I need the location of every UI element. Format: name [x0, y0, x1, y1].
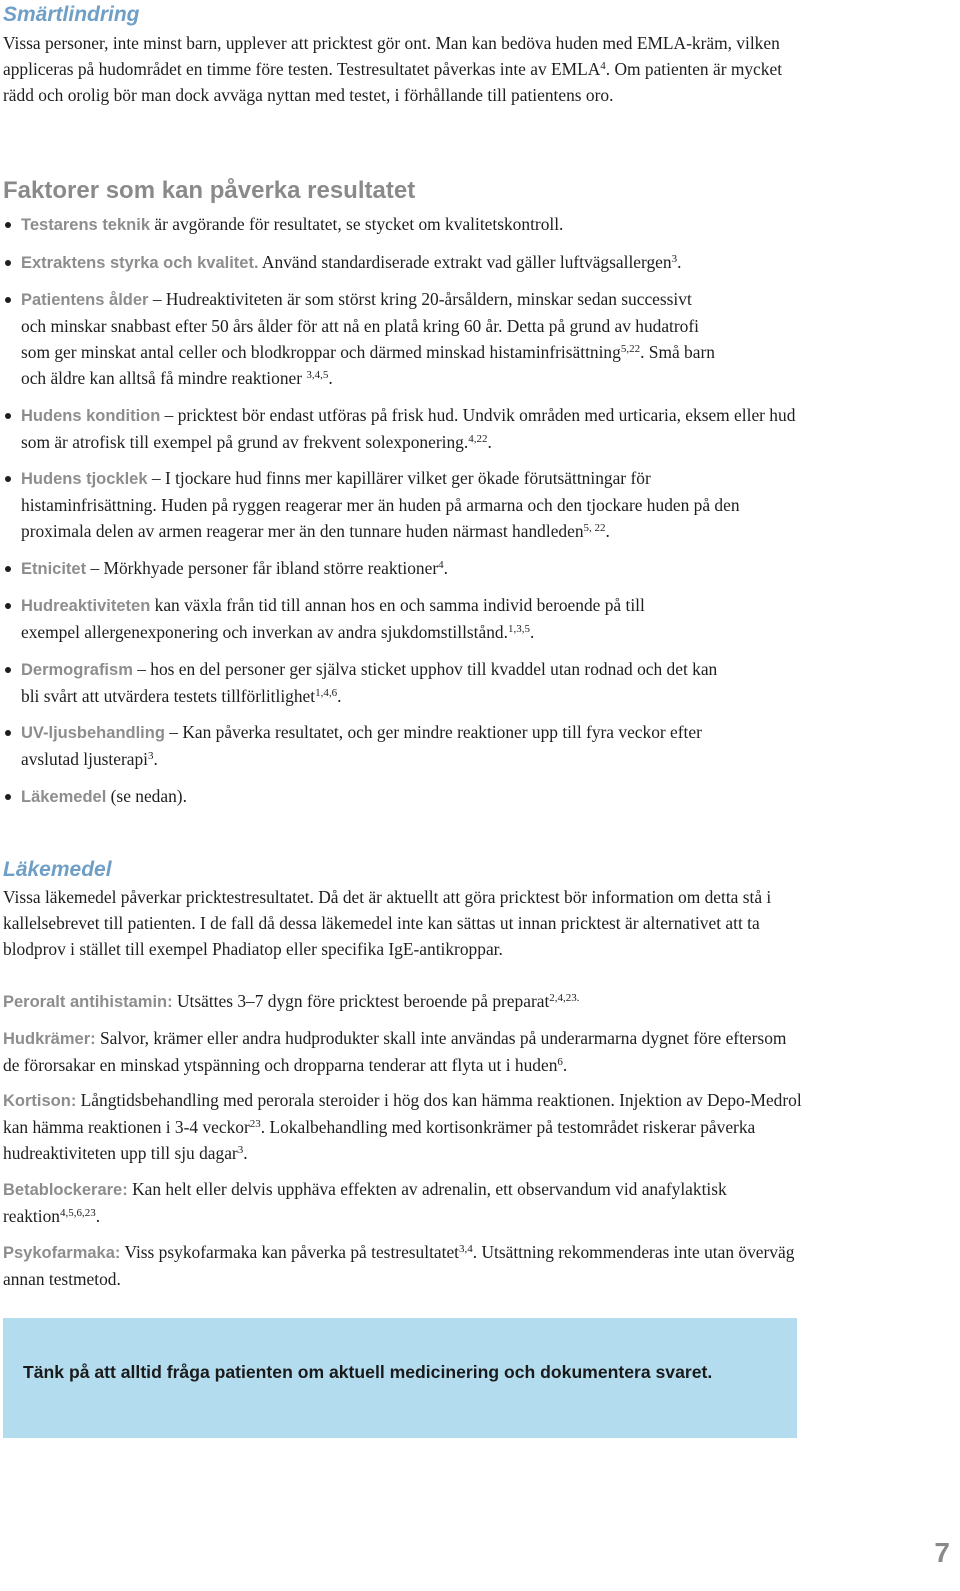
factor-item-hudreaktiviteten: [3, 592, 803, 645]
reference-sup: 3: [671, 252, 678, 265]
reference-sup: 3: [237, 1144, 244, 1156]
med-lead: Peroralt antihistamin:: [3, 993, 173, 1011]
factor-tail: . Små barn och äldre kan alltså få mindre reaktioner: [21, 342, 715, 388]
reference-sup: 3,4,5: [306, 369, 329, 381]
reference-sup: 6: [557, 1056, 563, 1068]
page-number: 7: [934, 1537, 950, 1568]
factor-lead: Hudens tjocklek: [21, 470, 148, 488]
factor-text: kan växla från tid till annan hos en och samma individ beroende på till exempel allergenexponering och inverkan av andra sjukdomstillstånd.: [21, 595, 645, 642]
factor-item-dermografism: [3, 656, 803, 709]
factor-tail: .: [443, 557, 448, 578]
lakemedel-intro: Vissa läkemedel påverkar pricktestresultatet. Då det är aktuellt att göra pricktest bör information om detta stå i kallelsebrevet till patienten. I de fall då dessa läkemedel inte kan sättas ut innan pricktest är alternativet att ta blodprov i stället till exempel Phadiatop eller specifika IgE-antikroppar.: [3, 887, 772, 959]
med-peroralt-antihistamin: [3, 988, 803, 1015]
callout-text: Tänk på att alltid fråga patienten om aktuell medicinering och dokumentera svaret.: [23, 1362, 713, 1382]
factor-item-patientens-alder: [3, 286, 803, 391]
smartlindring-text: Vissa personer, inte minst barn, upplever att pricktest gör ont. Man kan bedöva huden med EMLA-kräm, vilken appliceras på hudområdet en timme före testen. Testresultatet påverkas inte av EMLA: [3, 33, 780, 79]
factor-text: Använd standardiserade extrakt vad gäller luftvägsallergen: [258, 251, 672, 272]
med-text: Kan helt eller delvis upphäva effekten av adrenalin, ett observandum vid anafylaktisk reaktion: [3, 1179, 727, 1226]
faktorer-heading: Faktorer som kan påverka resultatet: [3, 177, 416, 204]
factor-item-extraktens-styrka: [3, 249, 803, 276]
reference-sup: 5, 22: [583, 522, 606, 534]
factor-text: – Kan påverka resultatet, och ger mindre reaktioner upp till fyra veckor efter avslutad ljusterapi: [21, 722, 702, 769]
med-lead: Hudkrämer:: [3, 1030, 96, 1048]
reference-sup: 3,4: [459, 1243, 473, 1255]
med-lead: Kortison:: [3, 1092, 77, 1110]
reference-sup: 1,4,6: [315, 686, 338, 699]
factor-lead: Patientens ålder: [21, 291, 149, 309]
med-text: Långtidsbehandling med perorala steroider i hög dos kan hämma reaktionen. Injektion av Depo-Medrol kan hämma reaktionen i 3-4 veckor: [3, 1090, 802, 1137]
factor-item-hudens-kondition: [3, 402, 803, 455]
reference-sup: 5,22: [620, 343, 641, 355]
med-text-2: . Utsättning rekommenderas inte utan överväg annan testmetod.: [3, 1242, 795, 1289]
factor-lead: UV-ljusbehandling: [21, 724, 165, 742]
reminder-callout: [3, 1318, 797, 1438]
med-text-2: . Lokalbehandling med kortisonkrämer på testområdet riskerar påverka hudreaktiviteten upp till sju dagar: [3, 1117, 756, 1163]
factor-item-hudens-tjocklek: [3, 465, 803, 544]
factor-lead: Hudreaktiviteten: [21, 597, 151, 615]
factor-text: – hos en del personer ger själva sticket upphov till kvaddel utan rodnad och det kan bli svårt att utvärdera testets tillförlitlighet: [21, 658, 718, 706]
med-text-2: .: [95, 1206, 101, 1226]
med-tail: .: [243, 1143, 248, 1163]
med-psykofarmaka: [3, 1239, 803, 1292]
factor-item-uv-ljusbehandling: [3, 719, 803, 772]
reference-sup: 4,22: [468, 432, 488, 445]
reference-sup: 23: [249, 1118, 261, 1130]
reference-sup: 4: [438, 558, 444, 571]
smartlindring-heading: Smärtlindring: [3, 3, 140, 26]
smartlindring-text-2: . Om patienten är mycket rädd och orolig bör man dock avväga nyttan med testet, i förhållande till patientens oro.: [3, 59, 783, 105]
factor-list: [3, 211, 803, 820]
factor-tail: .: [605, 521, 610, 541]
med-hudkramer: [3, 1025, 803, 1078]
factor-item-testarens-teknik: [3, 211, 803, 238]
med-kortison: [3, 1087, 803, 1166]
lakemedel-heading: Läkemedel: [3, 858, 112, 881]
reference-sup: 2,4,23.: [549, 992, 580, 1004]
factor-text: – Mörkhyade personer får ibland större reaktioner: [86, 557, 439, 578]
factor-lead: Etnicitet: [21, 559, 87, 578]
factor-tail-2: .: [328, 368, 333, 388]
factor-text: – Hudreaktiviteten är som störst kring 20-årsåldern, minskar sedan successivt och minskar snabbast efter 50 års ålder för att nå en platå kring 60 år. Detta på grund av hudatrofi som ger minskat antal celler och blodkroppar och därmed minskad histaminfrisättning: [21, 289, 699, 362]
factor-tail: .: [529, 622, 535, 642]
factor-item-lakemedel: [3, 783, 803, 810]
factor-tail: .: [677, 251, 682, 272]
factor-text: – I tjockare hud finns mer kapillärer vilket ger ökade förutsättningar för histaminfrisättning. Huden på ryggen reagerar mer än huden på armarna och den tjockare huden på den proximala delen av armen reagerar mer än den tunnare huden närmast handleden: [21, 468, 740, 541]
med-text: Salvor, krämer eller andra hudprodukter skall inte användas på underarmarna dygnet före eftersom de förorsakar en minskad ytspänning och dropparna tenderar att flyta ut i huden: [3, 1028, 787, 1075]
med-betablockerare: [3, 1176, 803, 1229]
factor-lead: Dermografism: [21, 660, 133, 679]
factor-item-etnicitet: [3, 555, 803, 582]
smartlindring-paragraph: [3, 30, 803, 108]
med-lead: Psykofarmaka:: [3, 1244, 121, 1262]
factor-text: är avgörande för resultatet, se stycket om kvalitetskontroll.: [150, 214, 564, 234]
factor-tail: .: [153, 749, 158, 769]
factor-lead: Läkemedel: [21, 787, 107, 806]
med-text: Utsättes 3–7 dygn före pricktest beroende på preparat: [172, 991, 550, 1011]
med-lead: Betablockerare:: [3, 1181, 128, 1199]
factor-text: (se nedan).: [106, 785, 187, 806]
factor-tail: .: [487, 431, 492, 452]
factor-lead: Hudens kondition: [21, 406, 161, 425]
med-text-2: .: [562, 1055, 568, 1075]
reference-sup: 4,5,6,23: [59, 1207, 96, 1219]
factor-lead: Testarens teknik: [21, 216, 151, 234]
reference-sup: 1,3,5: [507, 623, 530, 635]
factor-tail: .: [337, 685, 342, 706]
med-text: Viss psykofarmaka kan påverka på testresultatet: [120, 1242, 460, 1262]
reference-sup: 3: [148, 750, 154, 762]
factor-text: – pricktest bör endast utföras på frisk hud. Undvik områden med urticaria, eksem eller hud som är atrofisk till exempel på grund av frekvent solexponering.: [21, 404, 796, 452]
factor-lead: Extraktens styrka och kvalitet.: [21, 253, 259, 272]
reference-sup: 4: [600, 60, 606, 72]
